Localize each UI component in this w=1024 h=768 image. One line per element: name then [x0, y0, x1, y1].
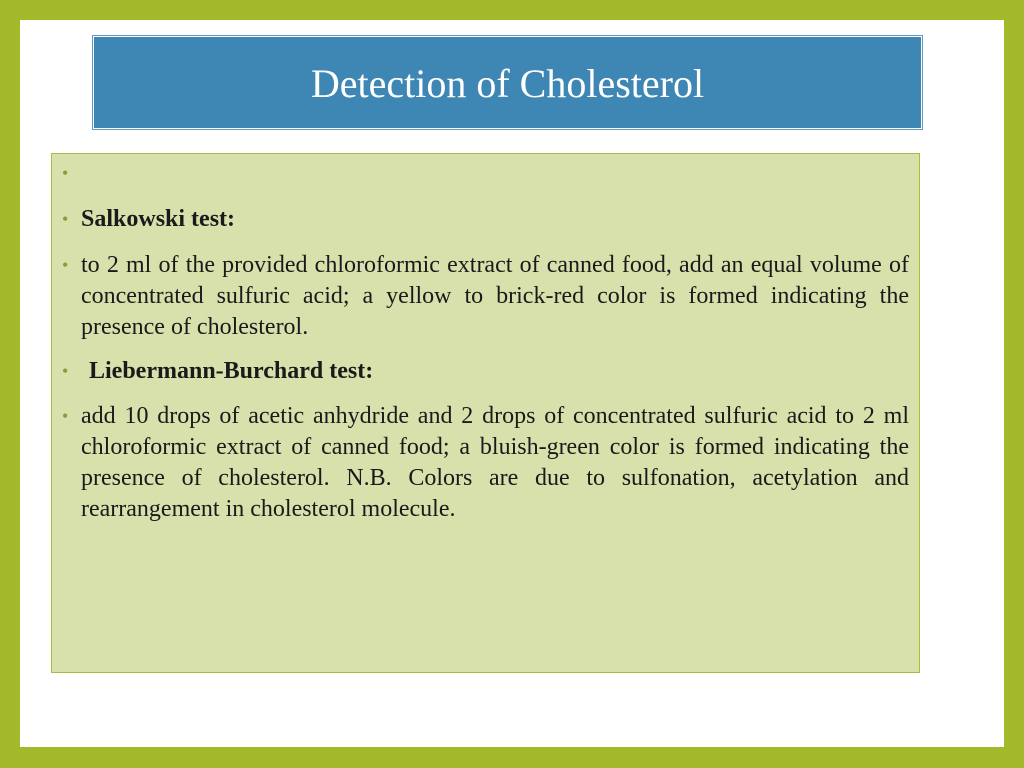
salkowski-description: to 2 ml of the provided chloroformic extract of canned food, add an equal volume of concentrated sulfuric acid; a yellow to brick-red color is formed indicating the presence of cholesterol.: [81, 252, 909, 340]
bullet-item-salkowski-text: [62, 250, 909, 343]
slide-title: Detection of Cholesterol: [310, 61, 705, 106]
bullet-dot-icon: •: [62, 163, 69, 183]
bullet-dot-icon: •: [62, 406, 69, 426]
title-banner: [92, 35, 923, 130]
slide: [20, 20, 1004, 747]
bullet-dot-icon: •: [62, 255, 69, 275]
bullet-item-salkowski-heading: [62, 204, 909, 235]
bullet-item-liebermann-text: [62, 401, 909, 525]
bullet-item-empty: [62, 158, 909, 189]
bullet-dot-icon: •: [62, 209, 69, 229]
bullet-dot-icon: •: [62, 361, 69, 381]
liebermann-description: add 10 drops of acetic anhydride and 2 drops of concentrated sulfuric acid to 2 ml chloroformic extract of canned food; a bluish-green color is formed indicating the presence of cholesterol. N.B. Colors are due to sulfonation, acetylation and rearrangement in cholesterol molecule.: [81, 403, 909, 522]
bullet-item-liebermann-heading: [62, 356, 909, 387]
liebermann-heading: Liebermann-Burchard test:: [89, 358, 374, 384]
content-panel: [51, 153, 920, 673]
salkowski-heading: Salkowski test:: [81, 206, 236, 232]
bullet-list: [62, 154, 909, 525]
